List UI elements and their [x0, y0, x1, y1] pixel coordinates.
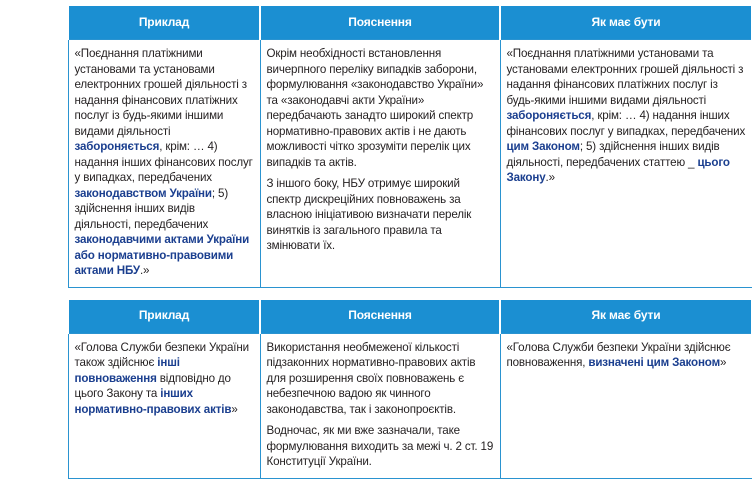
- explanation-paragraph: З іншого боку, НБУ отримує широкий спектр дискреційних повноважень за власною ініціативою визначати перелік винятків із загального правила та змінювати їх.: [266, 177, 472, 252]
- header-example: Приклад: [68, 300, 260, 334]
- emphasized-phrase: цього Закону: [506, 155, 730, 184]
- emphasized-phrase: інші повноваження: [74, 356, 180, 385]
- emphasized-phrase: законодавчими актами України або нормативно-правовими актами НБУ: [74, 233, 250, 277]
- example-cell: [68, 333, 260, 478]
- emphasized-phrase: визначені цим Законом: [588, 356, 720, 369]
- text-segment: «Поєднання платіжними установами та установами електронних грошей діяльності з надання фінансових платіжних послуг із будь-якими іншими видами діяльності: [506, 47, 744, 107]
- text-segment: .»: [545, 171, 555, 184]
- text-segment: відповідно до цього Закону та: [74, 371, 231, 400]
- emphasized-phrase: забороняється: [506, 109, 592, 122]
- emphasized-phrase: цим Законом: [506, 140, 580, 153]
- explanation-paragraph: Водночас, як ми вже зазначали, таке формулювання виходить за межі ч. 2 ст. 19 Конституції України.: [266, 424, 494, 468]
- text-segment: , крім: … 4) надання інших фінансових послуг у випадках, передбачених: [74, 140, 253, 184]
- text-segment: »: [720, 356, 727, 369]
- explanation-paragraph: Окрім необхідності встановлення вичерпного переліку випадків заборони, формулювання «законодавство України» та «законодавчі акти України» передбачають занадто широкий спектр нормативно-правових актів і не дають можливості чітко зрозуміти перелік цих випадків та актів.: [266, 47, 484, 169]
- correct-text: [507, 340, 747, 371]
- comparison-table-1: [67, 6, 752, 288]
- explanation-cell: [260, 333, 500, 478]
- header-correct: Як має бути: [500, 300, 752, 334]
- table-header-row: [68, 300, 752, 334]
- header-explanation: Пояснення: [260, 300, 500, 334]
- header-explanation: Пояснення: [260, 6, 500, 40]
- document-page: [67, 6, 751, 479]
- text-segment: ; 5) здійснення інших видів діяльності, передбачених: [74, 186, 229, 231]
- example-text: [75, 340, 255, 418]
- text-segment: .»: [139, 264, 150, 277]
- text-segment: ; 5) здійснення інших видів діяльності, передбачених статтею _: [506, 140, 720, 169]
- emphasized-phrase: забороняється: [74, 140, 160, 153]
- header-correct: Як має бути: [500, 6, 752, 40]
- text-segment: «Поєднання платіжними установами та установами електронних грошей діяльності з надання фінансових платіжних послуг із будь-якими іншими видами діяльності: [74, 47, 247, 138]
- explanation-cell: [260, 40, 500, 288]
- table-row: [68, 40, 752, 288]
- text-segment: «Голова Служби безпеки України також здійснює: [74, 340, 249, 369]
- correct-text: [507, 46, 747, 186]
- explanation-paragraph: Використання необмеженої кількості підзаконних нормативно-правових актів для розширення своїх повноважень є небезпечною вадою як чинного законодавства, так і законопроєктів.: [266, 340, 476, 416]
- emphasized-phrase: законодавством України: [74, 186, 212, 200]
- text-segment: «Голова Служби безпеки України здійснює повноваження,: [506, 340, 731, 369]
- emphasized-phrase: інших нормативно-правових актів: [74, 387, 232, 416]
- text-segment: , крім: … 4) надання інших фінансових послуг у випадках, передбачених: [506, 109, 746, 138]
- text-segment: »: [231, 402, 238, 416]
- example-cell: [68, 40, 260, 288]
- correct-cell: [500, 333, 752, 478]
- comparison-table-2: [67, 300, 752, 479]
- table-row: [68, 333, 752, 478]
- table-gap: [67, 288, 751, 300]
- correct-cell: [500, 40, 752, 288]
- header-example: Приклад: [68, 6, 260, 40]
- table-header-row: [68, 6, 752, 40]
- example-text: [75, 46, 255, 279]
